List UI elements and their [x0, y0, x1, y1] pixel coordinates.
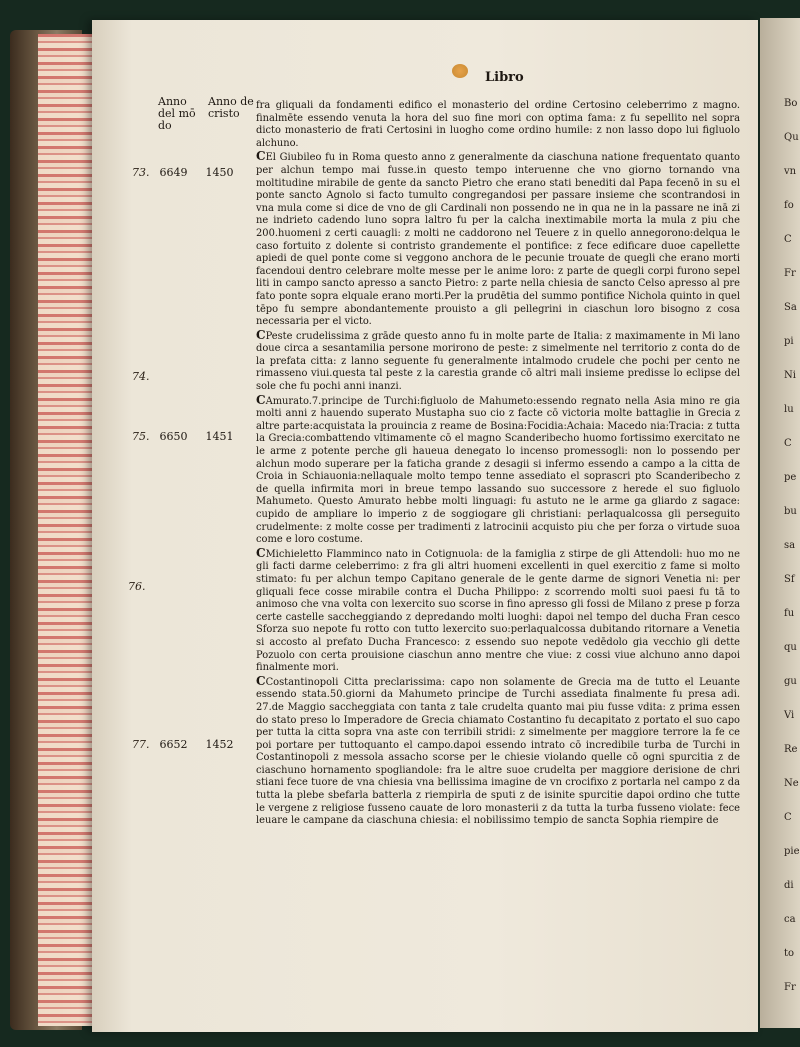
paragraph: CPeste crudelissima z grāde questo anno fu in molte parte de Italia: z maximamente in Mi lano doue circa a sesantamilia persone morirono de peste: z simelmente nel territorio z conta do de la prefata citta: z lanno seguente fu generalmente intalmodo crudele che pochi per cento ne rimasseno viui.questa tal peste z la carestia grande cō altri mali insieme predisse lo eclipse del sole che fu pochi anni inanzi. [256, 327, 740, 393]
paragraph-mark: C [256, 149, 266, 164]
paragraph: CCostantinopoli Citta preclarissima: capo non solamente de Grecia ma de tutto el Leuante essendo stata.50.giorni da Mahumeto principe de Turchi assediata finalmente fu presa adi. 27.de Maggio saccheggiata con tanta z tale crudelta quanto mai piu fusse vdita: z prima essen do stato preso lo Imperadore de Grecia chiamato Costantino fu decapitato z portato el suo capo per tutta la citta sopra vna aste con terribili stridi: z simelmente per maggiore terrore la fe ce poi portare per tuttoquanto el campo.dapoi essendo intrato cō incredibile turba de Turchi in Costantinopoli z messola assacho scorse per le chiesie violando quelle cō ogni spurcitia z de ciaschuno hornamento spogliandole: fra le altre suoe crudelta per maggiore derisione de chri stiani fece tuore de vna chiesia vna bellissima imagine de vn crocifixo z portarla nel campo z da tutta la plebe sbefarla batterla z riempirla de sputi z de isinite spurcitie dapoi ordino che tutte le vergene z religiose fusseno cauate de loro monasterii z da tutta la turba fusseno violate: fece leuare le campane da ciaschuna chiesia: el nobilissimo tempio de sancta Sophia riempire de [256, 673, 740, 827]
facing-page-fragment: C [784, 234, 792, 245]
facing-page-fragment: qu [784, 642, 797, 653]
page-edges [38, 34, 96, 1026]
column-header-anno-cristo: Anno de cristo [208, 95, 254, 120]
facing-page-fragment: Ne [784, 778, 799, 789]
paragraph: CEl Giubileo fu in Roma questo anno z generalmente da ciaschuna natione frequentato quanto per alchun tempo mai fusse.in questo tempo interuenne che vno giorno tornando vna moltitudine mirabile de gente da sancto Pietro che erano stati benediti dal Papa fecenō in su el ponte sancto Agnolo si facto tumulto congregandosi per passare insieme che scontrandosi in vna mula come si dice de vno de gli Cardinali non possendo ne in qua ne in la passare ne inā zi ne indrieto cadendo luno sopra laltro fu per la calcha inextimabile morta la mula z piu che 200.huomeni z certi cauagli: z molti ne caddorono nel Teuere z in quello annegorono:delqua le caso fortuito z dolente si contristo grandemente el pontifice: z fece edificare duoe capellette apiedi de quel ponte come si veggono anchora de le pecunie trouate de quegli che erano morti facendoui dentro celebrare molte messe per le anime loro: z parte de quegli corpi furono sepel liti in campo sancto apresso a sancto Pietro: z parte nella chiesia de sancto Celso apresso al pre fato ponte sopra elquale erano morti.Per la prudētia del summo pontifice Nichola quinto in quel tēpo fu sempre abondantemente prouisto a gli pellegrini in ciaschun loro bisogno z cosa necessaria per el victo. [256, 149, 740, 328]
manuscript-number: 73. [132, 166, 150, 179]
year-cristo: 1451 [205, 430, 234, 443]
facing-page-fragment: pie [784, 846, 800, 857]
paragraph-mark: C [256, 392, 266, 407]
facing-page-fragment: pi [784, 336, 794, 347]
year-mondo: 6650 [159, 430, 188, 443]
manuscript-number: 76. [128, 580, 146, 593]
paragraph: CAmurato.7.principe de Turchi:figluolo de Mahumeto:essendo regnato nella Asia mino re gia molti anni z hauendo superato Mustapha suo cio z facte cō victoria molte battaglie in Grecia z altre parte:acquistata la prouincia z reame de Bosina:Focidia:Achaia: Macedo nia:Tracia: z tutta la Grecia:combattendo vltimamente cō el magno Scanderibecho huomo fortissimo exercitato ne le arme z potente perche gli haueua denegato lo incenso promessogli: non lo possendo per alchun modo superare per la faticha grande z desagii si infermo essendo a campo a la citta de Croia in Schiauonia:nellaquale molto tempo tenne assediato el soprascri pto Scanderibecho z de quella infirmita mori in breue tempo lassando suo successore z herede el suo figluolo Mahumeto. Questo Amurato hebbe molti linguagi: fu astuto ne le arme ga gliardo z sagace: cupido de ampliare lo imperio z de soggiogare gli christiani: perlaqualcossa gli perseguito crudelmente: z molte cosse per tradimenti z latrocinii acquisto piu che per forza o virtude suoa come e loro costume. [256, 392, 740, 546]
ink-stain [452, 64, 468, 78]
facing-page-fragment: gu [784, 676, 797, 687]
facing-page-fragment: lu [784, 404, 794, 415]
margin-entry [128, 580, 156, 593]
paragraph-mark: C [256, 545, 266, 560]
facing-page-fragment: sa [784, 540, 796, 551]
facing-page-fragment: di [784, 880, 794, 891]
facing-page-fragment: C [784, 438, 792, 449]
facing-page-fragment: Qu [784, 132, 799, 143]
facing-page-fragment: Re [784, 744, 798, 755]
margin-entry [132, 430, 234, 443]
facing-page-fragment: Vi [784, 710, 795, 721]
facing-page-fragment: pe [784, 472, 797, 483]
paragraph-mark: C [256, 673, 266, 688]
year-cristo: 1452 [205, 738, 234, 751]
paragraph: CMichieletto Flamminco nato in Cotignuola: de la famiglia z stirpe de gli Attendoli: huo mo ne gli facti darme celeberrimo: z fra gli altri huomeni excellenti in quel exercitio z fame si molto stimato: fu per alchun tempo Capitano generale de le gente darme de signori Venetia ni: per gliquali fece cosse mirabile contra el Ducha Philippo: z scorrendo molti suoi paesi fu tā to animoso che vna volta con lexercito suo scorse in fino apresso gli fossi de Milano z prese p forza certe castelle saccheggiando z depredando molti luoghi: dapoi nel tempo del ducha Fran cesco Sforza suo nepote fu rotto con tutto lexercito suo:perlaqualcossa dubitando ritornare a Venetia si accosto al prefato Ducha Francesco: z essendo suo nepote vedēdolo gia vecchio gli dette Pozuolo con certa prouisione ciaschun anno mentre che viue: z cossi viue alchuno anno dapoi finalmente mori. [256, 545, 740, 674]
year-mondo: 6649 [159, 166, 188, 179]
year-mondo: 6652 [159, 738, 188, 751]
facing-page-fragment: Ni [784, 370, 796, 381]
margin-entry [132, 738, 234, 751]
column-header-anno-mondo: Anno del mō do [158, 95, 196, 132]
facing-page-fragment: bu [784, 506, 797, 517]
running-head: Libro [485, 70, 524, 85]
facing-page-fragment: Fr [784, 268, 796, 279]
body-text [256, 98, 740, 828]
facing-page-fragment: Sf [784, 574, 795, 585]
year-cristo: 1450 [205, 166, 234, 179]
facing-page-fragment: Fr [784, 982, 796, 993]
facing-page [760, 18, 800, 1028]
manuscript-number: 74. [132, 370, 150, 383]
facing-page-fragment: Bo [784, 98, 798, 109]
facing-page-fragment: C [784, 812, 792, 823]
facing-page-fragment: ca [784, 914, 796, 925]
manuscript-number: 75. [132, 430, 150, 443]
facing-page-fragment: fo [784, 200, 794, 211]
paragraph: fra gliquali da fondamenti edifico el monasterio del ordine Certosino celeberrimo z magno. finalmēte essendo venuta la hora del suo fine mori con optima fama: z fu sepellito nel sopra dicto monasterio de frati Certosini in luogho come ordino humile: z non lasso dopo lui figluolo alchuno. [256, 100, 740, 149]
facing-page-fragment: to [784, 948, 795, 959]
facing-page-fragment: vn [784, 166, 797, 177]
facing-page-fragment: fu [784, 608, 795, 619]
manuscript-number: 77. [132, 738, 150, 751]
facing-page-fragment: Sa [784, 302, 797, 313]
margin-entry [132, 166, 234, 179]
margin-entry [132, 370, 160, 383]
paragraph-mark: C [256, 327, 266, 342]
